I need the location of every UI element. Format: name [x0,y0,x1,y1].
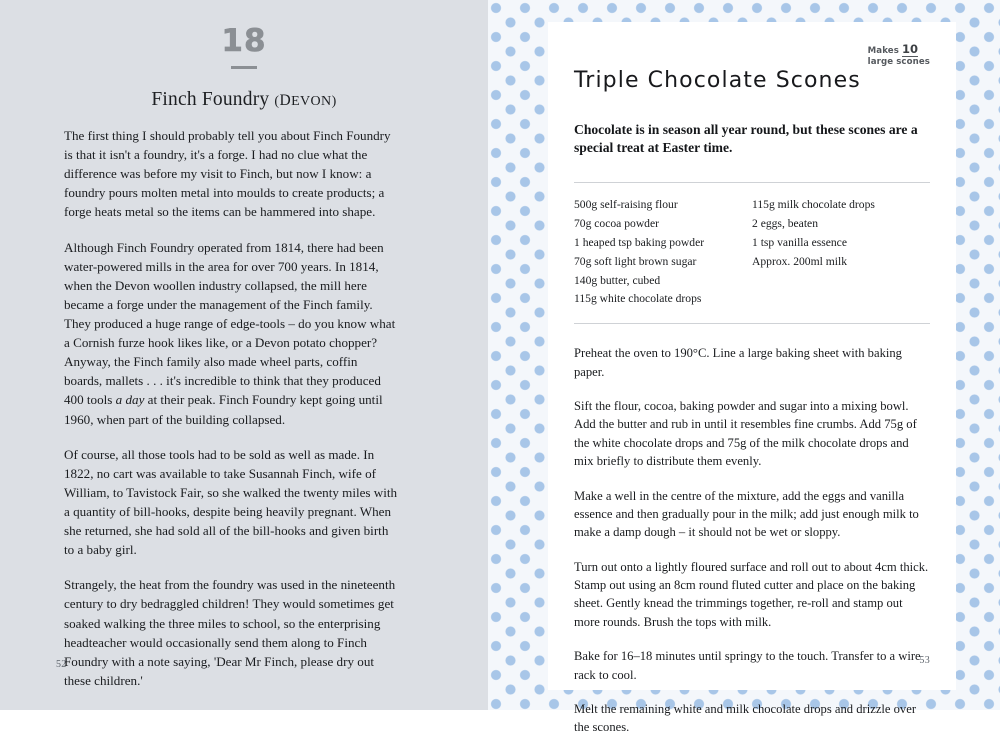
ingredients-column-right [752,196,930,309]
paren-close: ) [331,93,337,109]
ingredients-column-left [574,196,752,309]
yield-label: Makes [867,46,899,56]
paragraph-emphasis: a day [115,392,145,408]
yield-unit: large scones [867,57,930,68]
chapter-divider-rule [231,66,257,69]
list-item: Approx. 200ml milk [752,254,848,268]
ingredients-list [574,183,930,309]
method-steps [574,324,930,736]
body-paragraph: Of course, all those tools had to be sold as well as made. In 1822, no cart was available to take Susannah Finch, wife of William, to Tavistock Fair, so she walked the twenty miles with a quantity of bill-hooks, despite being heavily pregnant. When she returned, she had sold all of the bill-hooks and given birth to a baby girl. [64,446,398,558]
method-step: Bake for 16–18 minutes until springy to the touch. Transfer to a wire rack to cool. [574,649,921,682]
list-item: 1 tsp vanilla essence [752,235,847,249]
yield-number: 10 [902,42,919,56]
chapter-title-location [274,91,337,109]
paragraph-text-lead: Although Finch Foundry operated from 1814, there had been water-powered mills in the area for over 700 years. In 1814, when the Devon woollen industry collapsed, the mill here became a forge under the management of the Finch family. They produced a huge range of edge-tools – do you know what a Cornish furze hook likes like, or a Devon potato chopper? Anyway, the Finch family also made wheel parts, coffin boards, mallets . . . it's incredible to think that they produced 400 tools [64,239,396,408]
page-number-left: 52 [56,659,67,670]
location-initial: D [279,91,292,109]
method-step: Turn out onto a lightly floured surface and roll out to about 4cm thick. Stamp out using an 8cm round fluted cutter and place on the baking sheet. Gently knead the trimmings together, re-roll and stamp out more rounds. Brush the tops with milk. [574,559,929,629]
paren-open: ( [274,93,280,109]
yield-badge [868,42,930,69]
left-page-body [64,126,398,690]
page-title [0,89,488,111]
body-paragraph: The first thing I should probably tell you about Finch Foundry is that it isn't a foundry, it's a forge. I had no clue what the difference was before my visit to Finch, but now I know: a foundry pours molten metal into moulds to create products; a forge heats metal so the items can be hammered into shape. [64,128,391,220]
location-rest: EVON [291,93,332,109]
method-step: Sift the flour, cocoa, baking powder and sugar into a mixing bowl. Add the butter and rub in until it resembles fine crumbs. Add 75g of the white chocolate drops and 75g of the milk chocolate drops and mix briefly to distribute them evenly. [574,399,917,469]
right-page [488,0,1000,735]
list-item: 115g white chocolate drops [574,292,702,306]
method-step: Melt the remaining white and milk chocolate drops and drizzle over the scones. [574,701,917,735]
list-item: 115g milk chocolate drops [752,197,875,211]
chapter-title-main: Finch Foundry [151,88,270,110]
left-page [0,0,488,710]
list-item: 140g butter, cubed [574,273,661,287]
recipe-title: Triple Chocolate Scones [574,68,861,93]
paragraph-text-tail: at their peak. Finch Foundry kept going until 1960, when part of the building collapsed. [64,392,383,427]
page-number-right: 53 [919,655,930,666]
list-item: 1 heaped tsp baking powder [574,235,705,249]
list-item: 2 eggs, beaten [752,216,818,230]
list-item: 70g cocoa powder [574,216,659,230]
chapter-number: 18 [221,23,267,59]
chapter-header [0,0,488,111]
list-item: 70g soft light brown sugar [574,254,697,268]
method-step: Make a well in the centre of the mixture, add the eggs and vanilla essence and then gradually pour in the milk; add just enough milk to make a damp dough – it should not be wet or sloppy. [574,488,919,540]
body-paragraph: Strangely, the heat from the foundry was used in the nineteenth century to dry bedraggled children! They would sometimes get soaked walking the three miles to school, so the enterprising headteacher would occasionally send them along to Finch Foundry with a note saying, 'Dear Mr Finch, please dry out these children.' [64,577,396,688]
recipe-intro: Chocolate is in season all year round, but these scones are a special treat at Easter time. [574,122,918,156]
body-paragraph [64,238,398,429]
list-item: 500g self-raising flour [574,197,678,211]
recipe-card [548,22,956,735]
method-step: Preheat the oven to 190°C. Line a large baking sheet with baking paper. [574,346,902,379]
